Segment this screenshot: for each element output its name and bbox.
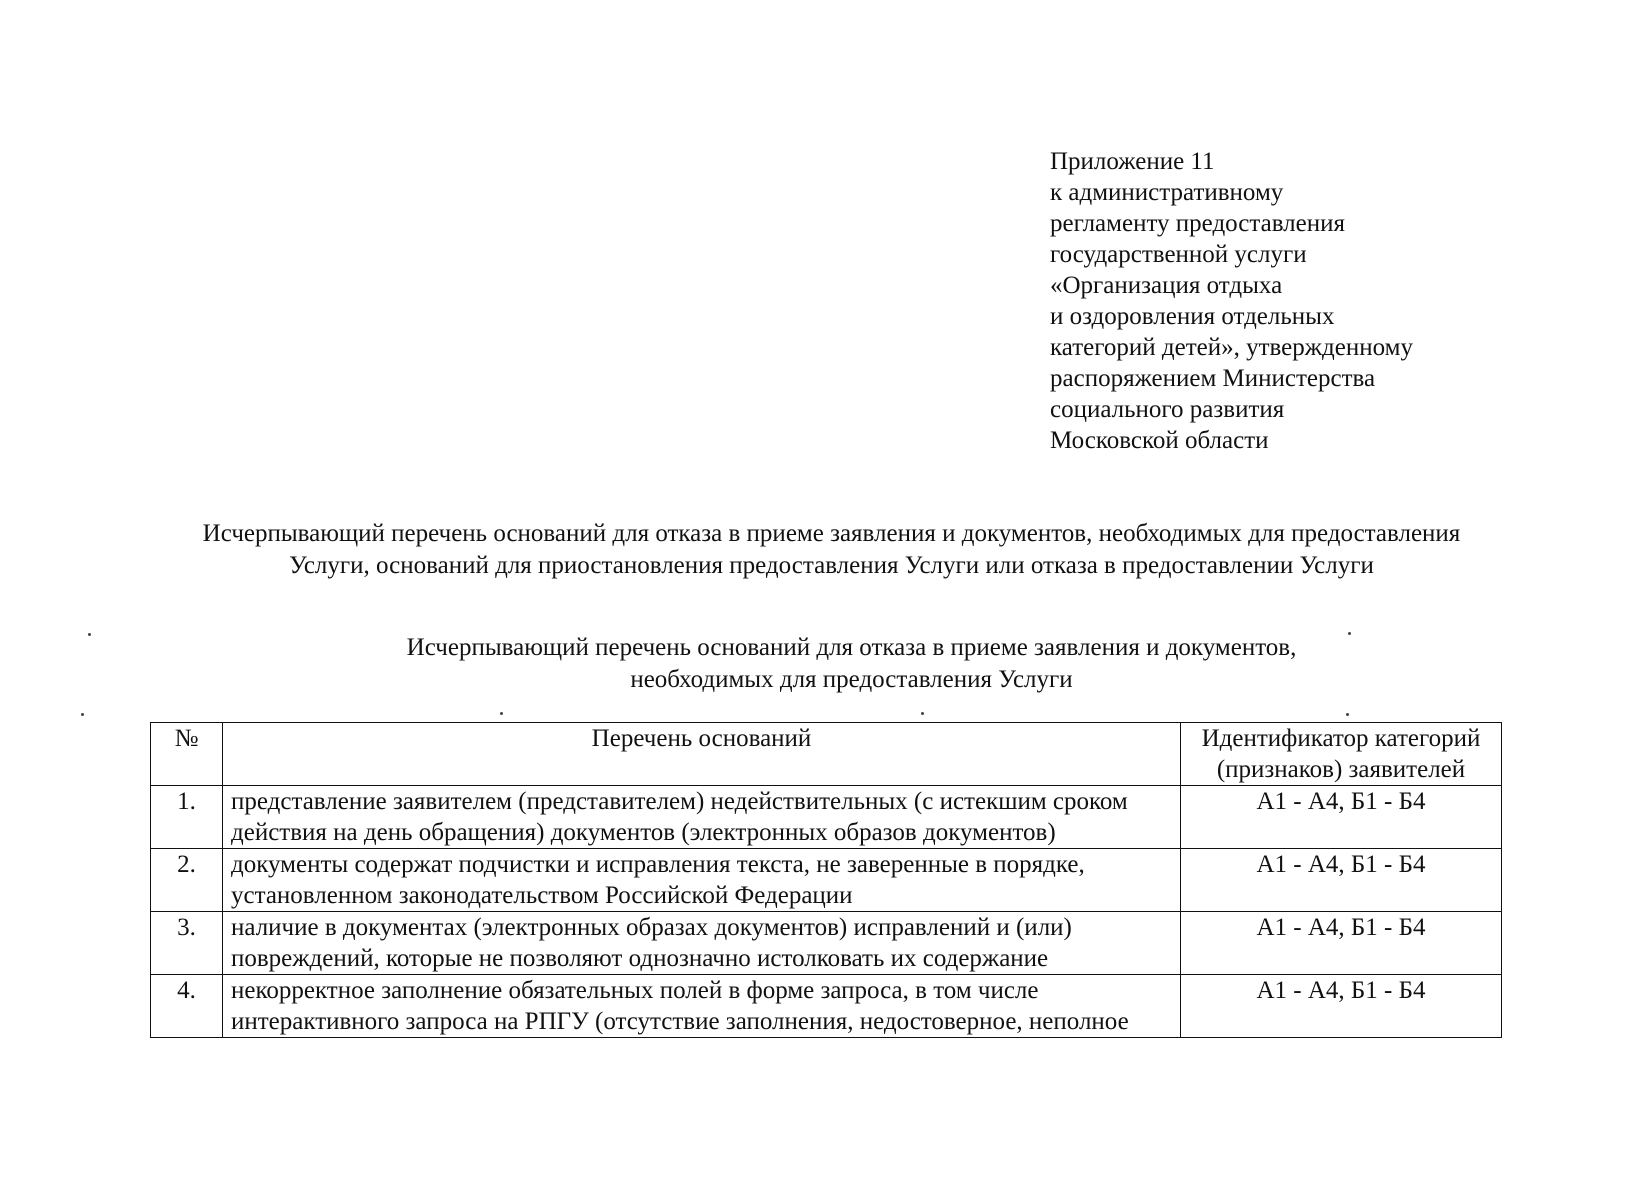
scan-speck <box>921 712 924 715</box>
row-applicant-ids: А1 - А4, Б1 - Б4 <box>1181 786 1502 849</box>
row-reason <box>223 786 1181 849</box>
appendix-line: категорий детей», утвержденному <box>1050 334 1413 361</box>
scan-speck <box>1348 632 1351 635</box>
appendix-line: и оздоровления отдельных <box>1050 303 1335 330</box>
scan-speck <box>81 713 84 716</box>
title-line: Исчерпывающий перечень оснований для отказа в приеме заявления и документов, необходимых для предоставления <box>202 520 1461 547</box>
row-applicant-ids: А1 - А4, Б1 - Б4 <box>1181 912 1502 975</box>
table-row <box>151 912 1502 975</box>
row-reason <box>223 975 1181 1038</box>
header-number: № <box>151 723 223 786</box>
document-title <box>60 518 1603 582</box>
row-reason <box>223 849 1181 912</box>
section-title <box>160 632 1543 696</box>
grounds-table <box>150 722 1502 1038</box>
appendix-line: Московской области <box>1050 427 1269 454</box>
appendix-line: «Организация отдыха <box>1050 272 1283 299</box>
appendix-line: регламенту предоставления <box>1050 210 1346 237</box>
appendix-header <box>1050 146 1550 456</box>
table-header-row <box>151 723 1502 786</box>
row-number: 1. <box>151 786 223 849</box>
appendix-line: Приложение 11 <box>1050 148 1215 175</box>
appendix-line: государственной услуги <box>1050 241 1307 268</box>
header-ids-line: (признаков) заявителей <box>1216 756 1466 783</box>
scan-speck <box>88 633 91 636</box>
header-reasons: Перечень оснований <box>223 723 1181 786</box>
reason-line: наличие в документах (электронных образах документов) исправлений и (или) <box>231 914 1072 941</box>
row-applicant-ids: А1 - А4, Б1 - Б4 <box>1181 849 1502 912</box>
header-ids-line: Идентификатор категорий <box>1201 725 1481 752</box>
scan-speck <box>1346 713 1349 716</box>
table-row <box>151 786 1502 849</box>
table-row <box>151 975 1502 1038</box>
appendix-line: социального развития <box>1050 396 1285 423</box>
row-number: 3. <box>151 912 223 975</box>
row-number: 2. <box>151 849 223 912</box>
reason-line: действия на день обращения) документов (электронных образов документов) <box>231 819 1056 846</box>
section-title-line: Исчерпывающий перечень оснований для отказа в приеме заявления и документов, <box>406 634 1297 661</box>
section-title-line: необходимых для предоставления Услуги <box>630 666 1073 693</box>
appendix-line: к административному <box>1050 179 1284 206</box>
reason-line: документы содержат подчистки и исправления текста, не заверенные в порядке, <box>231 851 1085 878</box>
header-applicant-ids <box>1181 723 1502 786</box>
appendix-line: распоряжением Министерства <box>1050 365 1376 392</box>
title-line: Услуги, оснований для приостановления предоставления Услуги или отказа в предоставлении Услуги <box>289 552 1374 579</box>
reason-line: установленном законодательством Российской Федерации <box>231 882 853 909</box>
reason-line: некорректное заполнение обязательных полей в форме запроса, в том числе <box>231 977 1039 1004</box>
reason-line: представление заявителем (представителем) недействительных (с истекшим сроком <box>231 788 1128 815</box>
row-applicant-ids: А1 - А4, Б1 - Б4 <box>1181 975 1502 1038</box>
table-row <box>151 849 1502 912</box>
scan-speck <box>500 712 503 715</box>
row-number: 4. <box>151 975 223 1038</box>
reason-line: интерактивного запроса на РПГУ (отсутствие заполнения, недостоверное, неполное <box>231 1008 1129 1035</box>
reason-line: повреждений, которые не позволяют однозначно истолковать их содержание <box>231 945 1049 972</box>
row-reason <box>223 912 1181 975</box>
